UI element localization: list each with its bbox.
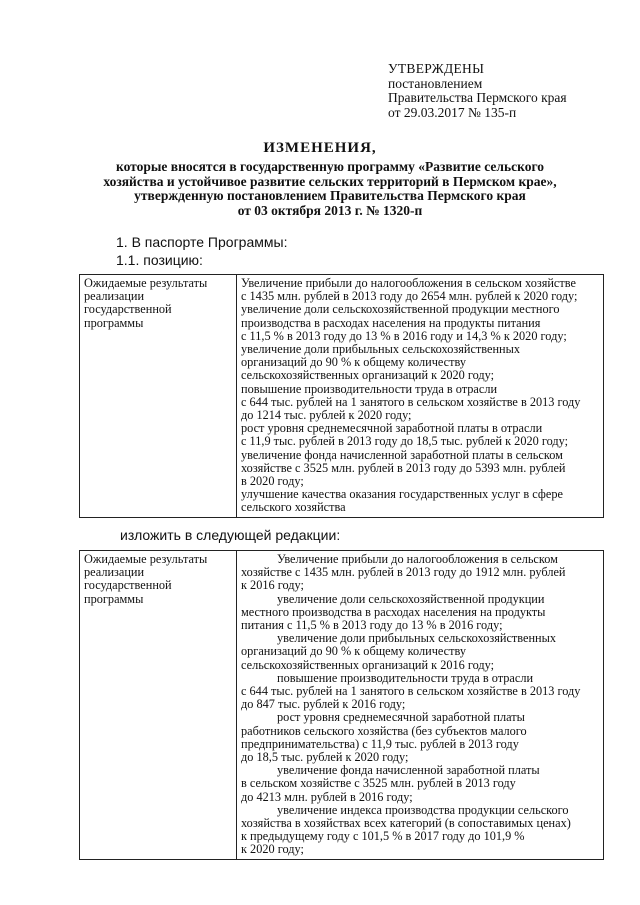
content-line: увеличение индекса производства продукции сельского xyxy=(277,802,569,817)
approval-stamp xyxy=(388,62,628,120)
content-line: увеличение доли сельскохозяйственной продукции xyxy=(277,591,545,606)
label-line: реализации xyxy=(84,565,145,580)
content-line: рост уровня среднемесячной заработной платы в отрасли xyxy=(241,421,543,436)
content-line: хозяйстве с 3525 млн. рублей в 2013 году до 5393 млн. рублей xyxy=(241,460,566,475)
content-line: увеличение доли прибыльных сельскохозяйственных xyxy=(277,631,557,646)
label-cell xyxy=(80,551,237,860)
content-line: производства в расходах населения на продукты питания xyxy=(241,315,541,330)
content-line: увеличение доли прибыльных сельскохозяйственных xyxy=(241,342,521,357)
new-position-table xyxy=(79,550,604,860)
content-line: работников сельского хозяйства (без субъектов малого xyxy=(241,723,527,738)
content-line: до 1214 тыс. рублей к 2020 году; xyxy=(241,408,412,423)
content-line: до 847 тыс. рублей к 2016 году; xyxy=(241,697,406,712)
content-line: повышение производительности труда в отрасли xyxy=(277,670,534,685)
label-line: программы xyxy=(84,315,144,330)
content-line: предпринимательства) с 11,9 тыс. рублей в 2013 году xyxy=(241,736,519,751)
document-subtitle xyxy=(60,160,600,218)
label-line: государственной xyxy=(84,578,172,593)
table-row xyxy=(80,551,604,860)
label-line: реализации xyxy=(84,289,145,304)
content-line: увеличение фонда начисленной заработной платы в сельском xyxy=(241,447,563,462)
content-line: Увеличение прибыли до налогообложения в сельском хозяйстве xyxy=(241,276,576,290)
label-line: государственной xyxy=(84,302,172,317)
content-cell xyxy=(237,551,604,860)
subtitle-line: хозяйства и устойчивое развитие сельских территорий в Пермском крае», xyxy=(103,173,557,189)
content-line: с 11,5 % в 2013 году до 13 % в 2016 году и 14,3 % к 2020 году; xyxy=(241,328,567,343)
content-line: увеличение доли сельскохозяйственной продукции местного xyxy=(241,302,560,317)
content-line: с 11,9 тыс. рублей в 2013 году до 18,5 тыс. рублей к 2020 году; xyxy=(241,434,569,449)
content-line: рост уровня среднемесячной заработной платы xyxy=(277,710,525,725)
old-position-table xyxy=(79,274,604,518)
content-line: хозяйстве с 1435 млн. рублей в 2013 году до 1912 млн. рублей xyxy=(241,565,566,580)
content-line: местного производства в расходах населения на продукты xyxy=(241,604,546,619)
approval-line: Правительства Пермского края xyxy=(388,90,567,105)
content-line: с 644 тыс. рублей на 1 занятого в сельском хозяйстве в 2013 году xyxy=(241,394,581,409)
approval-heading: УТВЕРЖДЕНЫ xyxy=(388,61,485,76)
content-line: к 2016 году; xyxy=(241,578,304,593)
content-line: до 18,5 тыс. рублей к 2020 году; xyxy=(241,750,409,765)
document-title: ИЗМЕНЕНИЯ, xyxy=(263,140,377,156)
label-line: Ожидаемые результаты xyxy=(84,552,208,566)
label-cell xyxy=(80,275,237,518)
content-line: с 644 тыс. рублей на 1 занятого в сельском хозяйстве в 2013 году xyxy=(241,684,581,699)
content-line: организаций до 90 % к общему количеству xyxy=(241,644,467,659)
content-cell xyxy=(237,275,604,518)
approval-line: от 29.03.2017 № 135-п xyxy=(388,104,517,120)
content-line: до 4213 млн. рублей в 2016 году; xyxy=(241,789,413,804)
subtitle-line: которые вносятся в государственную программу «Развитие сельского xyxy=(116,159,544,174)
label-line: Ожидаемые результаты xyxy=(84,276,208,290)
subtitle-line: от 03 октября 2013 г. № 1320-п xyxy=(237,202,423,218)
content-line: сельскохозяйственных организаций к 2020 году; xyxy=(241,368,495,383)
content-line: питания с 11,5 % в 2013 году до 13 % в 2016 году; xyxy=(241,618,503,633)
content-line: хозяйства в хозяйствах всех категорий (в сопоставимых ценах) xyxy=(241,816,571,831)
content-line: в 2020 году; xyxy=(241,474,304,489)
content-line: увеличение фонда начисленной заработной платы xyxy=(277,763,540,778)
content-line: с 1435 млн. рублей в 2013 году до 2654 млн. рублей к 2020 году; xyxy=(241,289,578,304)
content-line: улучшение качества оказания государственных услуг в сфере xyxy=(241,487,563,502)
approval-line: постановлением xyxy=(388,75,483,91)
section-heading: 1. В паспорте Программы: xyxy=(116,234,288,250)
content-line: сельскохозяйственных организаций к 2016 году; xyxy=(241,657,495,672)
content-line: в сельском хозяйстве с 3525 млн. рублей в 2013 году xyxy=(241,776,516,791)
content-line: организаций до 90 % к общему количеству xyxy=(241,355,467,370)
content-line: Увеличение прибыли до налогообложения в сельском xyxy=(277,552,558,566)
table-row xyxy=(80,275,604,518)
content-line: сельского хозяйства xyxy=(241,500,346,515)
subtitle-line: утвержденную постановлением Правительства Пермского края xyxy=(134,188,526,203)
content-line: повышение производительности труда в отрасли xyxy=(241,381,498,396)
instruction-text: изложить в следующей редакции: xyxy=(120,527,341,543)
subsection-heading: 1.1. позицию: xyxy=(116,252,203,268)
label-line: программы xyxy=(84,591,144,606)
content-line: к предыдущему году с 101,5 % в 2017 году до 101,9 % xyxy=(241,829,525,844)
content-line: к 2020 году; xyxy=(241,842,304,857)
